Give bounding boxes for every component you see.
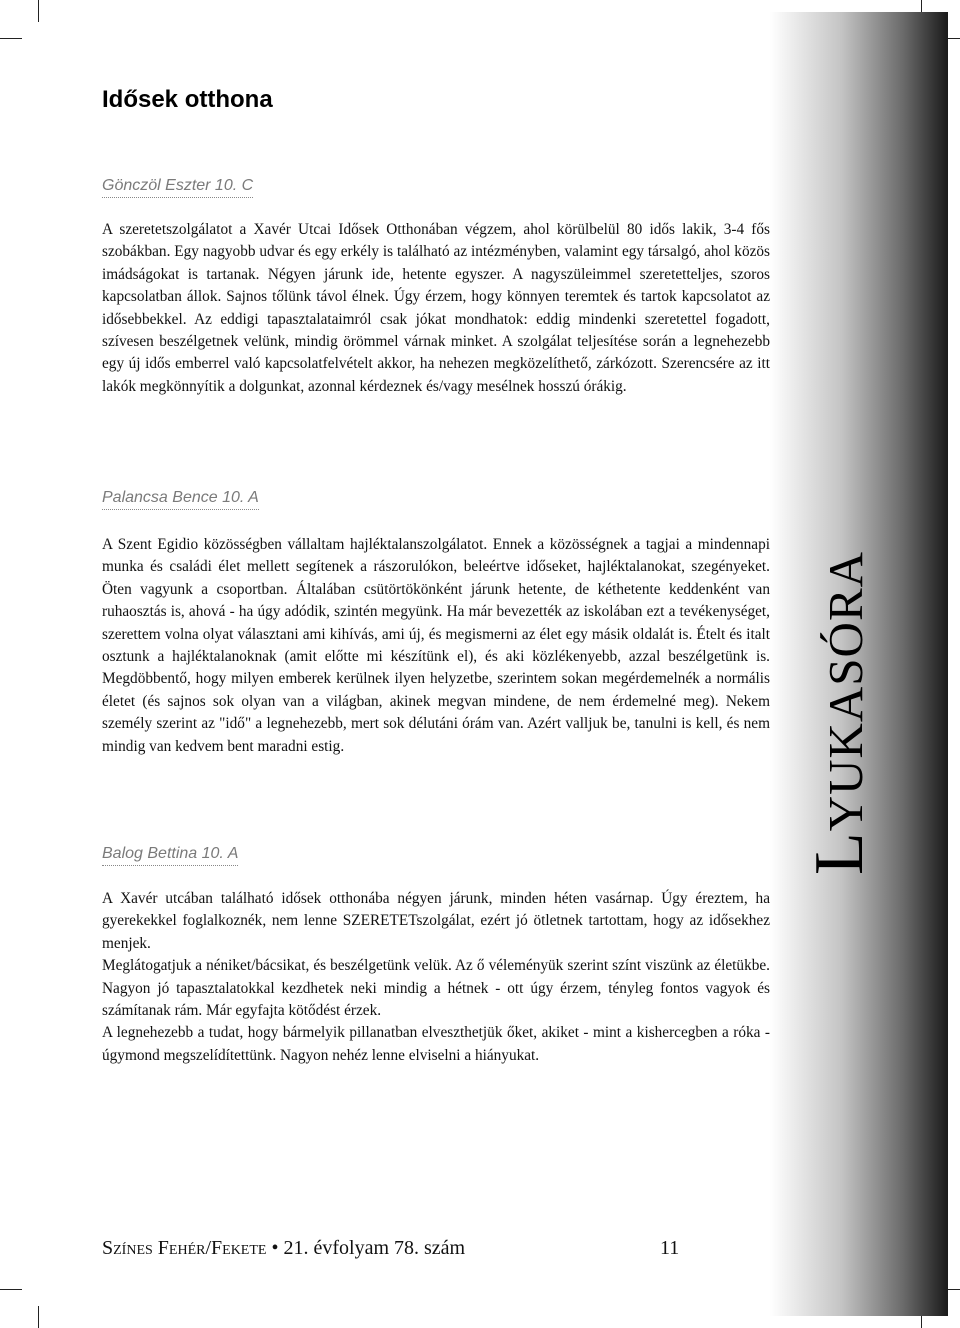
- paragraph: A Xavér utcában található idősek otthonába négyen járunk, minden héten vasárnap. Úgy éreztem, ha gyerekekkel foglalkoznék, nem lenne SZERETETszolgálat, ezért jó ötletnek tartottam, hogy az idősekhez menjek.: [102, 890, 770, 952]
- author-name: Palancsa Bence 10. A: [102, 489, 259, 510]
- article-body: [102, 888, 770, 1067]
- issue-info: 21. évfolyam 78. szám: [283, 1237, 466, 1259]
- author-name: Gönczöl Eszter 10. C: [102, 177, 253, 198]
- author-name: Balog Bettina 10. A: [102, 845, 238, 866]
- crop-mark: [0, 38, 22, 39]
- paragraph: A szeretetszolgálatot a Xavér Utcai Idősek Otthonában végzem, ahol körülbelül 80 idős lakik, 3-4 fős szobákban. Egy nagyobb udvar és egy erkély is található az intézményben, valamint egy társalgó, ahol közös imádságokat is tartanak. Négyen járunk ide, hetente egyszer. A nagyszüleimmel szeretetteljes, szoros kapcsolatban állok. Sajnos tőlünk távol élnek. Úgy érzem, hogy könnyen teremtek és tartok kapcsolatot az idősebbekkel. Az eddigi tapasztalataimról csak jókat mondhatok: eddig mindenki szeretettel fogadott, szívesen beszélgetnek velünk, mindig örömmel várnak minket. A szolgálat teljesítése során a legnehezebb egy új idős emberrel való kapcsolatfelvételt akkor, ha nehezen megközelíthető, zárkózott. Szerencsére az itt lakók megkönnyítik a dolgunkat, azonnal kérdeznek és/vagy mesélnek hosszú órákig.: [102, 221, 770, 395]
- publication-name: Színes Fehér/Fekete: [102, 1237, 267, 1259]
- crop-mark: [38, 1306, 39, 1328]
- page-title: Idősek otthona: [102, 86, 273, 113]
- footer: [102, 1237, 465, 1260]
- paragraph: A legnehezebb a tudat, hogy bármelyik pillanatban elveszthetjük őket, akiket - mint a kishercegben a róka - úgymond megszelídítettünk. Nagyon nehéz lenne elviselni a hiányukat.: [102, 1024, 770, 1064]
- article-body: [102, 219, 770, 398]
- page-number: 11: [660, 1237, 680, 1259]
- paragraph: Meglátogatjuk a néniket/bácsikat, és beszélgetünk velük. Az ő véleményük szerint színt viszünk az életükbe. Nagyon jó tapasztalatokkal kezdhetek neki mindig a hétnek - ott úgy érzem, tényleg fontos vagyok és számítanak rám. Már egyfajta kötődést érzek.: [102, 957, 770, 1020]
- crop-mark: [38, 0, 39, 22]
- bullet-separator: •: [271, 1237, 279, 1259]
- paragraph: A Szent Egidio közösségben vállaltam hajléktalanszolgálatot. Ennek a közösségnek a tagjai a mindennapi munka és családi élet mellett segítenek a rászorulókon, beleértve időseket, hajléktalanokat, szegényeket. Öten vagyunk a csoportban. Általában csütörtökönként járunk hetente, de kéthetente keddenként van ruhaosztás is, ahová - ha úgy adódik, szintén megyünk. Ha már bevezették az iskolában ezt a tevékenységet, szerettem volna olyat választani ami kihívás, ami új, és megismerni az élet egy másik oldalát is. Ételt és italt osztunk a hajléktalanoknak (amit előtte mi készítünk el), és aki közlékenyebb, azzal beszélgetünk is. Megdöbbentő, hogy milyen emberek kerülnek ilyen helyzetbe, szerintem sokan megérdemelnék a normális életet (és sajnos sok olyan van a világban, akinek megvan mindene, de nem érdemelné meg). Nekem személy szerint az "idő" a legnehezebb, mert sok délutáni órám van. Azért valljuk be, tanulni is kell, és nem mindig van kedvem bent maradni estig.: [102, 536, 770, 755]
- section-title-vertical: Lyukasóra: [801, 550, 878, 875]
- crop-mark: [0, 1289, 22, 1290]
- article-body: [102, 534, 770, 758]
